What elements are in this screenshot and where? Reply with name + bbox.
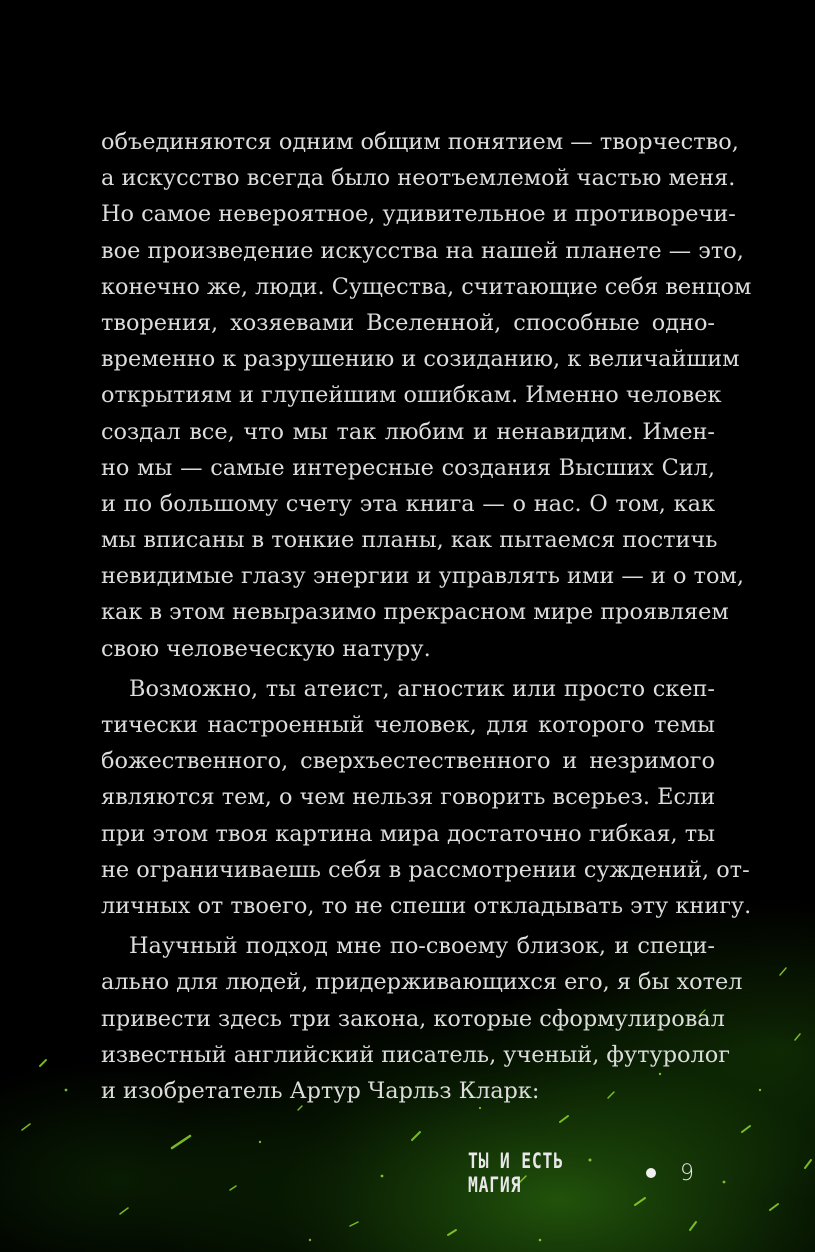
page-number: 9 <box>680 1160 694 1186</box>
text-line: творения, хозяевами Вселенной, способные одно- <box>101 309 715 336</box>
body-text <box>101 124 752 1109</box>
text-line: ально для людей, придерживающихся его, я бы хотел <box>101 969 743 996</box>
text-line: конечно же, люди. Существа, считающие себя венцом <box>101 273 752 300</box>
text-line: Научный подход мне по-своему близок, и специ- <box>129 933 715 960</box>
text-line: открытиям и глупейшим ошибкам. Именно человек <box>101 382 722 409</box>
text-line: божественного, сверхъестественного и незримого <box>101 748 715 775</box>
text-line: мы вписаны в тонкие планы, как пытаемся постичь <box>101 527 718 554</box>
text-line: вое произведение искусства на нашей планете — это, <box>101 237 744 264</box>
text-line: Возможно, ты атеист, агностик или просто скеп- <box>129 675 715 702</box>
text-line: свою человеческую натуру. <box>101 635 431 662</box>
text-line: являются тем, о чем нельзя говорить всерьез. Если <box>101 784 716 811</box>
text-line: создал все, что мы так любим и ненавидим. Имен- <box>101 418 715 445</box>
text-line: и изобретатель Артур Чарльз Кларк: <box>101 1077 540 1104</box>
text-line: привести здесь три закона, которые сформулировал <box>101 1005 725 1032</box>
text-line: как в этом невыразимо прекрасном мире проявляем <box>101 599 729 626</box>
text-line: не ограничиваешь себя в рассмотрении суждений, от- <box>101 856 750 883</box>
text-line: Но самое невероятное, удивительное и противоречи- <box>101 201 736 228</box>
running-footer <box>468 1149 694 1197</box>
paragraph <box>101 928 743 1109</box>
text-line: и по большому счету эта книга — о нас. О том, как <box>101 490 715 517</box>
text-line: объединяются одним общим понятием — творчество, <box>101 129 739 155</box>
text-line: временно к разрушению и созиданию, к величайшим <box>101 346 740 373</box>
text-line: а искусство всегда было неотъемлемой частью меня. <box>101 165 736 192</box>
text-line: известный английский писатель, ученый, футуролог <box>101 1041 730 1068</box>
paragraph <box>101 124 752 667</box>
text-line: но мы — самые интересные создания Высших Сил, <box>101 454 715 481</box>
text-line: при этом твоя картина мира достаточно гибкая, ты <box>101 820 715 847</box>
book-title: ТЫ И ЕСТЬ МАГИЯ <box>468 1149 564 1197</box>
paragraph <box>101 671 752 924</box>
bullet-separator <box>646 1168 656 1178</box>
text-line: тически настроенный человек, для которого темы <box>101 712 715 738</box>
text-line: невидимые глазу энергии и управлять ими — и о том, <box>101 563 744 590</box>
text-line: личных от твоего, то не спеши откладывать эту книгу. <box>101 892 752 919</box>
